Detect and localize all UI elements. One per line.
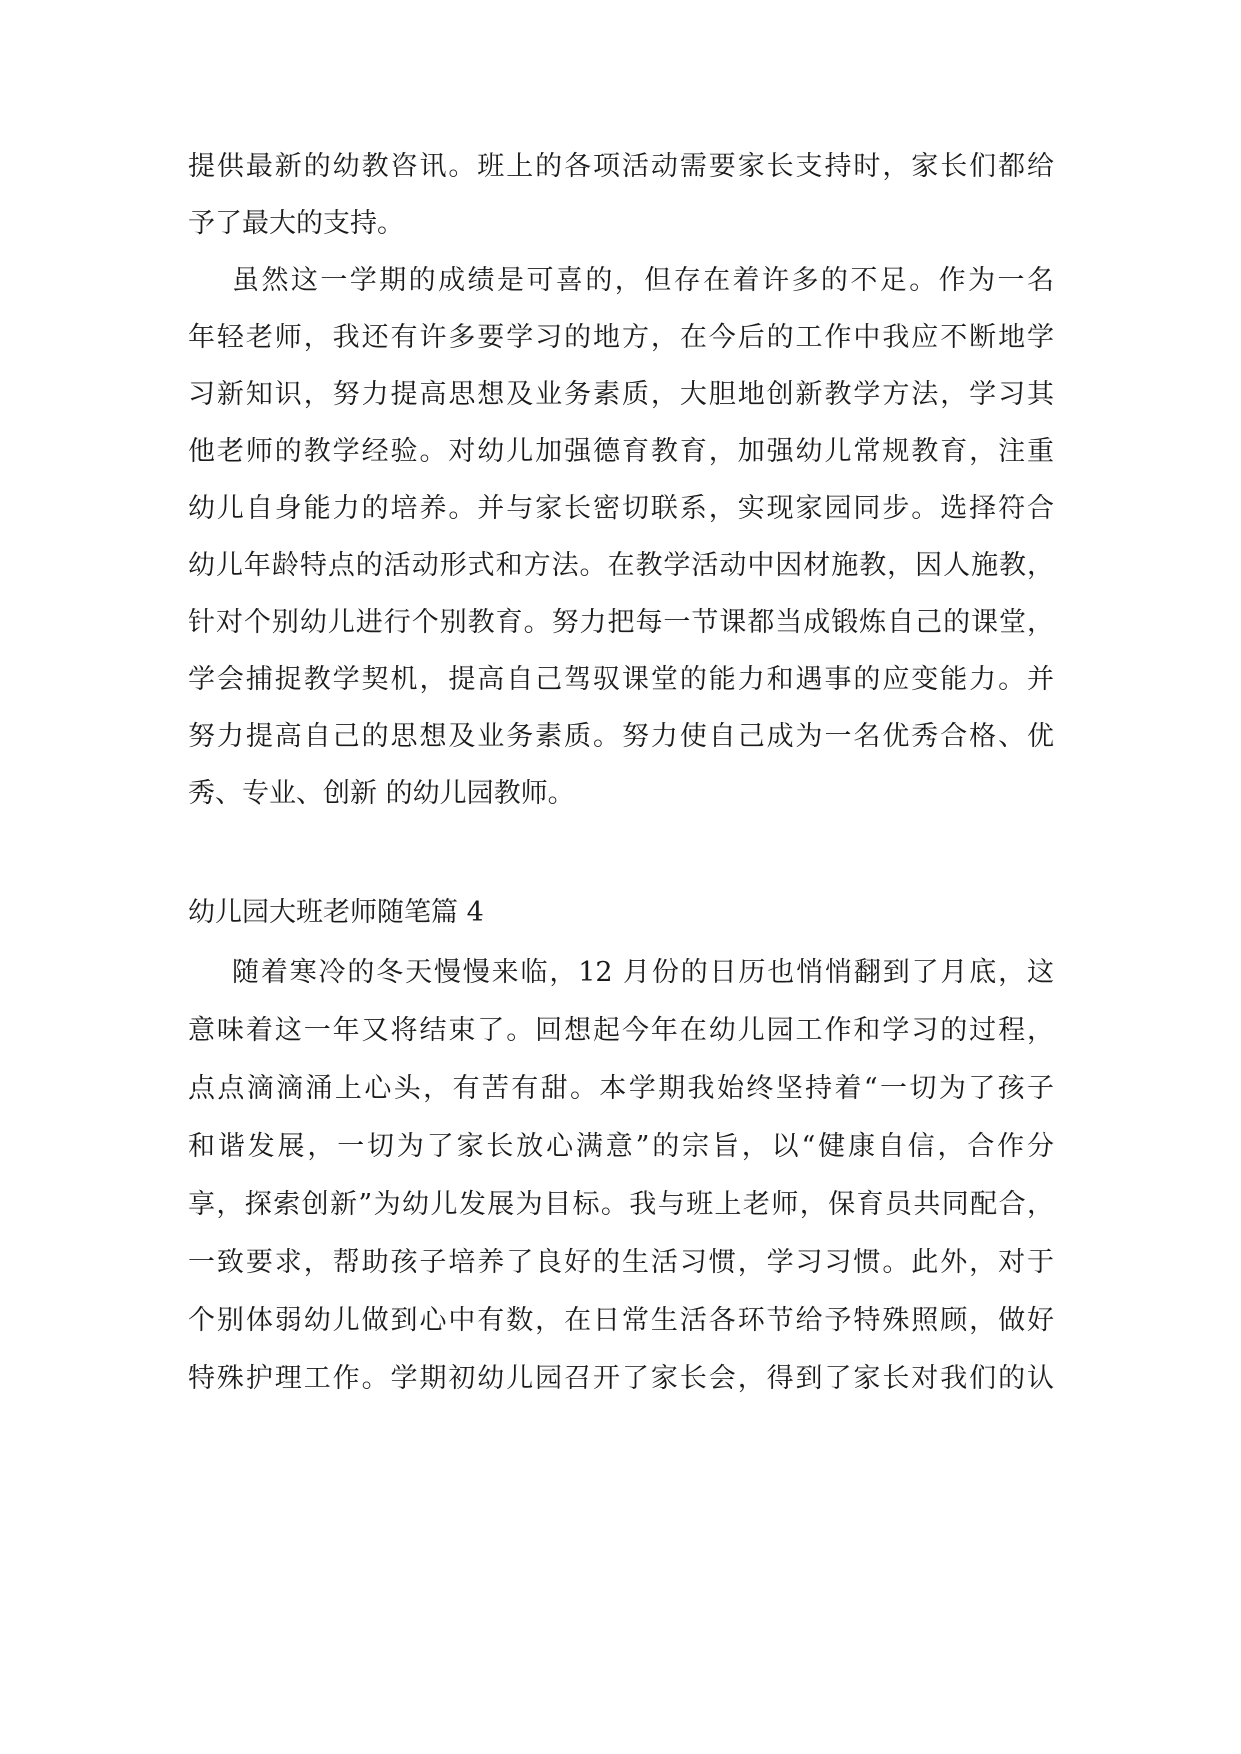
paragraph-line: 特殊护理工作。学期初幼儿园召开了家长会，得到了家长对我们的认 bbox=[188, 1363, 1054, 1394]
paragraph-line: 努力提高自己的思想及业务素质。努力使自己成为一名优秀合格、优 bbox=[188, 721, 1054, 752]
paragraph-line: 意味着这一年又将结束了。回想起今年在幼儿园工作和学习的过程， bbox=[188, 1015, 1054, 1046]
paragraph-line: 虽然这一学期的成绩是可喜的，但存在着许多的不足。作为一名 bbox=[232, 265, 1054, 296]
paragraph-line: 学会捕捉教学契机，提高自己驾驭课堂的能力和遇事的应变能力。并 bbox=[188, 664, 1054, 695]
paragraph-line: 他老师的教学经验。对幼儿加强德育教育，加强幼儿常规教育，注重 bbox=[188, 436, 1054, 467]
section-heading: 幼儿园大班老师随笔篇 4 bbox=[188, 897, 484, 928]
paragraph-line: 幼儿年龄特点的活动形式和方法。在教学活动中因材施教，因人施教， bbox=[188, 550, 1054, 581]
paragraph-line: 点点滴滴涌上心头，有苦有甜。本学期我始终坚持着“一切为了孩子 bbox=[188, 1073, 1054, 1104]
paragraph-line: 针对个别幼儿进行个别教育。努力把每一节课都当成锻炼自己的课堂， bbox=[188, 607, 1054, 638]
paragraph-line: 幼儿自身能力的培养。并与家长密切联系，实现家园同步。选择符合 bbox=[188, 493, 1054, 524]
paragraph-line: 年轻老师，我还有许多要学习的地方，在今后的工作中我应不断地学 bbox=[188, 322, 1054, 353]
paragraph-line: 和谐发展，一切为了家长放心满意”的宗旨，以“健康自信，合作分 bbox=[188, 1131, 1054, 1162]
paragraph-line: 随着寒冷的冬天慢慢来临，12 月份的日历也悄悄翻到了月底，这 bbox=[232, 957, 1054, 988]
paragraph-line: 习新知识，努力提高思想及业务素质，大胆地创新教学方法，学习其 bbox=[188, 379, 1054, 410]
paragraph-line: 秀、专业、创新 的幼儿园教师。 bbox=[188, 778, 575, 809]
paragraph-line: 享，探索创新”为幼儿发展为目标。我与班上老师，保育员共同配合， bbox=[188, 1189, 1054, 1220]
paragraph-line: 个别体弱幼儿做到心中有数，在日常生活各环节给予特殊照顾，做好 bbox=[188, 1305, 1054, 1336]
paragraph-line: 一致要求，帮助孩子培养了良好的生活习惯，学习习惯。此外，对于 bbox=[188, 1247, 1054, 1278]
paragraph-line: 予了最大的支持。 bbox=[188, 208, 404, 239]
paragraph-line: 提供最新的幼教咨讯。班上的各项活动需要家长支持时，家长们都给 bbox=[188, 151, 1054, 182]
